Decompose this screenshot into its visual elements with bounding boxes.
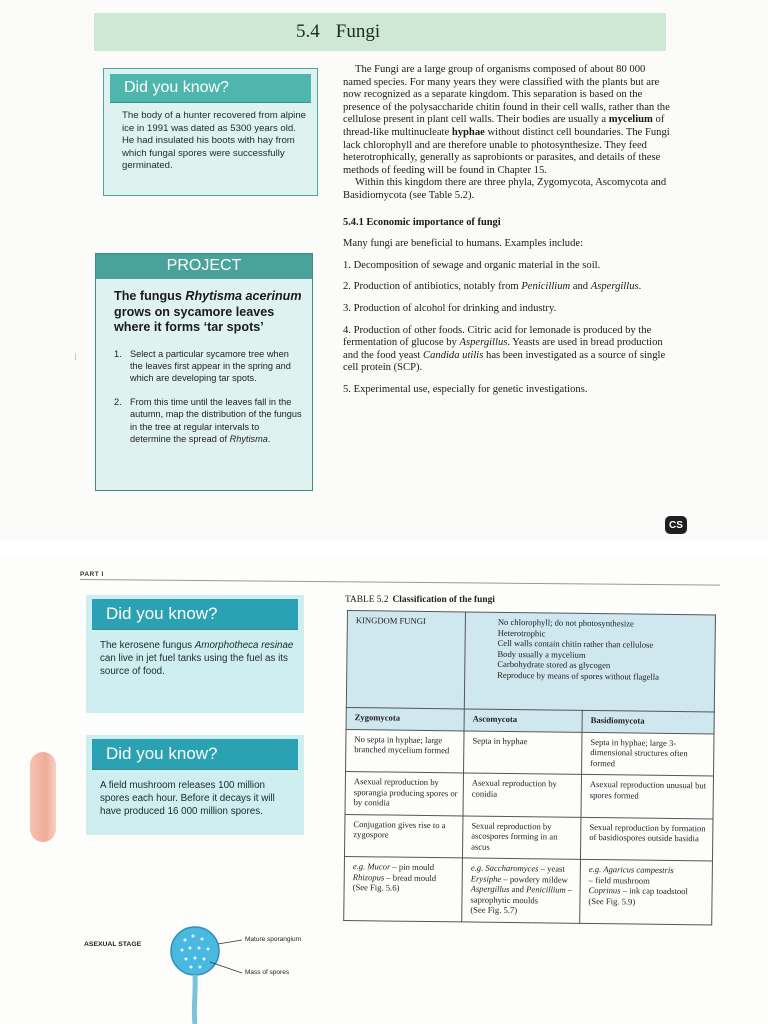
species: Coprinus bbox=[588, 884, 621, 896]
text: can live in jet fuel tanks using the fuel as its source of food. bbox=[100, 653, 288, 677]
example-line bbox=[589, 864, 707, 876]
step-text bbox=[130, 396, 302, 445]
project-step bbox=[96, 396, 312, 445]
table-cell: Septa in hyphae; large 3-dimensional structures often formed bbox=[582, 732, 715, 776]
table-row bbox=[346, 611, 715, 712]
text: – bread mould bbox=[384, 871, 437, 883]
table-row bbox=[346, 729, 714, 776]
column-header: Ascomycota bbox=[464, 709, 582, 732]
table-row bbox=[344, 856, 713, 924]
list-item bbox=[343, 325, 671, 375]
table-label: TABLE 5.2 bbox=[345, 595, 389, 605]
subheading: 5.4.1 Economic importance of fungi bbox=[343, 216, 501, 228]
text: – ink cap toadstool bbox=[620, 885, 688, 897]
did-you-know-heading: Did you know? bbox=[92, 739, 298, 769]
project-title-text: The fungus bbox=[114, 289, 186, 303]
eg: e.g. bbox=[588, 863, 604, 875]
body-paragraph-2: Within this kingdom there are three phyla, Zygomycota, Ascomycota and Basidiomycota (see Table 5.2). bbox=[343, 177, 667, 201]
species: Erysiphe bbox=[470, 873, 502, 884]
table-row bbox=[345, 771, 713, 818]
did-you-know-heading: Did you know? bbox=[110, 74, 311, 102]
species: Saccharomyces bbox=[485, 862, 539, 874]
table-row bbox=[344, 814, 712, 861]
label-line bbox=[218, 940, 242, 944]
did-you-know-box-2 bbox=[86, 595, 304, 713]
species: Aspergillus bbox=[459, 337, 508, 349]
text: – yeast bbox=[538, 863, 565, 874]
example-line bbox=[589, 885, 707, 897]
example-line: – field mushroom bbox=[588, 874, 650, 886]
section-number: 5.4 bbox=[296, 21, 320, 42]
figure-ref: (See Fig. 5.7) bbox=[470, 904, 518, 916]
text: without distinct cell boundaries. The Fungi lack chlorophyll and are therefore unable to photosynthesize. They feed heterotrophically, generally as saprobionts or parasites, and details of these methods of feeding will be found in Chapter 15. bbox=[343, 126, 670, 176]
kingdom-cell: KINGDOM FUNGI bbox=[346, 611, 465, 709]
project-title-species: Rhytisma acerinum bbox=[185, 289, 302, 303]
list-item: 3. Production of alcohol for drinking and industry. bbox=[343, 302, 557, 314]
species: Aspergillus bbox=[470, 883, 510, 895]
project-steps bbox=[96, 348, 312, 445]
body-paragraph-1 bbox=[343, 64, 671, 177]
margin-mark: ⁝ bbox=[74, 352, 77, 362]
text: – pin mould bbox=[390, 861, 435, 873]
table-cell: Sexual reproduction by ascospores forming in an ascus bbox=[462, 815, 581, 859]
figure-ref: (See Fig. 5.6) bbox=[352, 882, 400, 893]
label-mature-sporangium: Mature sporangium bbox=[245, 936, 301, 943]
text: and bbox=[509, 884, 527, 895]
did-you-know-heading: Did you know? bbox=[92, 599, 298, 629]
project-step bbox=[96, 348, 312, 385]
species: Penicillium bbox=[521, 281, 571, 293]
body-column bbox=[343, 64, 671, 396]
text: and bbox=[570, 281, 591, 293]
example-cell bbox=[344, 856, 463, 921]
example-cell bbox=[580, 859, 713, 924]
column-header: Basidiomycota bbox=[582, 710, 714, 733]
step-number: 1. bbox=[114, 348, 122, 359]
list-item: 1. Decomposition of sewage and organic material in the soil. bbox=[343, 259, 601, 271]
kingdom-line: No chlorophyll; do not photosynthesize bbox=[497, 616, 634, 629]
step-number: 2. bbox=[114, 397, 122, 408]
list-item: 5. Experimental use, especially for genetic investigations. bbox=[343, 383, 588, 395]
classification-table bbox=[343, 610, 716, 925]
sporangium-shape bbox=[171, 927, 219, 975]
text: – saprophytic moulds bbox=[470, 884, 573, 905]
table-cell: Conjugation gives rise to a zygospore bbox=[344, 814, 463, 858]
step-species: Rhytisma bbox=[229, 433, 268, 444]
text: – powdery mildew bbox=[501, 873, 568, 885]
figure-stage-label: ASEXUAL STAGE bbox=[84, 941, 142, 948]
eg: e.g. bbox=[470, 862, 486, 873]
intro-text: Many fungi are beneficial to humans. Examples include: bbox=[343, 238, 584, 250]
table-caption: Classification of the fungi bbox=[392, 595, 495, 605]
text: The kerosene fungus bbox=[100, 640, 195, 651]
species: Agaricus campestris bbox=[603, 864, 674, 876]
species: Candida utilis bbox=[423, 349, 484, 361]
text: of thread-like multinucleate bbox=[343, 114, 665, 138]
species: Mucor bbox=[367, 861, 391, 872]
text: . bbox=[638, 281, 642, 293]
text: . Yeasts are used in bread production and the food yeast bbox=[343, 337, 663, 361]
step-text-part: From this time until the leaves fall in the autumn, map the distribution of the fungus in the tree at regular intervals to determine the spread of bbox=[130, 397, 302, 444]
table-cell: Asexual reproduction by sporangia producing spores or by conidia bbox=[345, 771, 464, 815]
project-box bbox=[95, 253, 313, 491]
text: has been investigated as a source of single cell protein (SCP). bbox=[343, 349, 666, 374]
species: Penicillium bbox=[526, 884, 566, 895]
did-you-know-text bbox=[86, 629, 304, 678]
term-mycelium: mycelium bbox=[608, 114, 653, 126]
term-hyphae: hyphae bbox=[451, 126, 485, 138]
step-text: Select a particular sycamore tree when the leaves first appear in the spring and which are developing tar spots. bbox=[130, 348, 291, 383]
species: Rhizopus bbox=[352, 871, 385, 882]
example-cell bbox=[462, 858, 581, 923]
table-cell: Septa in hyphae bbox=[464, 730, 583, 774]
text: 4. Production of other foods. Citric acid for lemonade is produced by the fermentation of glucose by bbox=[343, 324, 652, 349]
table-cell: Asexual reproduction by conidia bbox=[463, 773, 582, 817]
section-title: Fungi bbox=[335, 21, 381, 42]
part-label: PART I bbox=[80, 571, 104, 578]
table-cell: No septa in hyphae; large branched mycelium formed bbox=[346, 729, 465, 773]
kingdom-line: Heterotrophic bbox=[497, 627, 546, 638]
did-you-know-text: The body of a hunter recovered from alpine ice in 1991 was dated as 5300 years old. He had insulated his boots with hay from which fungal spores were successfully germinated. bbox=[122, 110, 306, 171]
text: The Fungi are a large group of organisms composed of about 80 000 named species. For many years they were classified with the plants but are now recognized as a separate kingdom. This separation is based on the presence of the polysaccharide chitin found in their cell walls, rather than the cellulose present in plant cell walls. Their bodies are usually a bbox=[343, 64, 670, 126]
label-line bbox=[210, 962, 242, 973]
kingdom-line: Carbohydrate stored as glycogen bbox=[497, 658, 611, 671]
species: Amorphotheca resinae bbox=[194, 640, 294, 651]
example-line bbox=[470, 884, 574, 906]
sporangiophore-stalk bbox=[194, 975, 195, 1024]
text: 2. Production of antibiotics, notably from bbox=[343, 281, 522, 293]
list-item bbox=[343, 281, 671, 294]
finger-shadow bbox=[30, 752, 56, 842]
project-title bbox=[96, 279, 312, 336]
eg: e.g. bbox=[352, 861, 368, 872]
species: Aspergillus bbox=[590, 281, 639, 293]
camscanner-badge: CS bbox=[665, 516, 687, 534]
column-header: Zygomycota bbox=[346, 707, 464, 730]
table-cell: Asexual reproduction unusual but spores formed bbox=[581, 774, 714, 818]
did-you-know-box-3 bbox=[86, 735, 304, 835]
section-header bbox=[94, 13, 666, 51]
kingdom-description bbox=[464, 612, 715, 712]
did-you-know-box-1 bbox=[103, 68, 318, 196]
label-mass-of-spores: Mass of spores bbox=[245, 969, 290, 976]
economic-list bbox=[343, 260, 671, 397]
did-you-know-text: A field mushroom releases 100 million spores each hour. Before it decays it will have produced 16 000 million spores. bbox=[100, 780, 275, 817]
step-text-part: . bbox=[267, 433, 271, 444]
table-title bbox=[345, 595, 495, 605]
figure-ref: (See Fig. 5.9) bbox=[588, 895, 636, 907]
project-title-text-2: grows on sycamore leaves where it forms ‘tar spots’ bbox=[114, 304, 275, 334]
kingdom-line: Body usually a mycelium bbox=[497, 648, 586, 660]
project-heading: PROJECT bbox=[96, 254, 312, 279]
kingdom-line: Reproduce by means of spores without flagella bbox=[497, 669, 660, 682]
kingdom-line: Cell walls contain chitin rather than cellulose bbox=[497, 637, 654, 650]
table-cell: Sexual reproduction by formation of basidiospores outside basidia bbox=[580, 817, 713, 861]
